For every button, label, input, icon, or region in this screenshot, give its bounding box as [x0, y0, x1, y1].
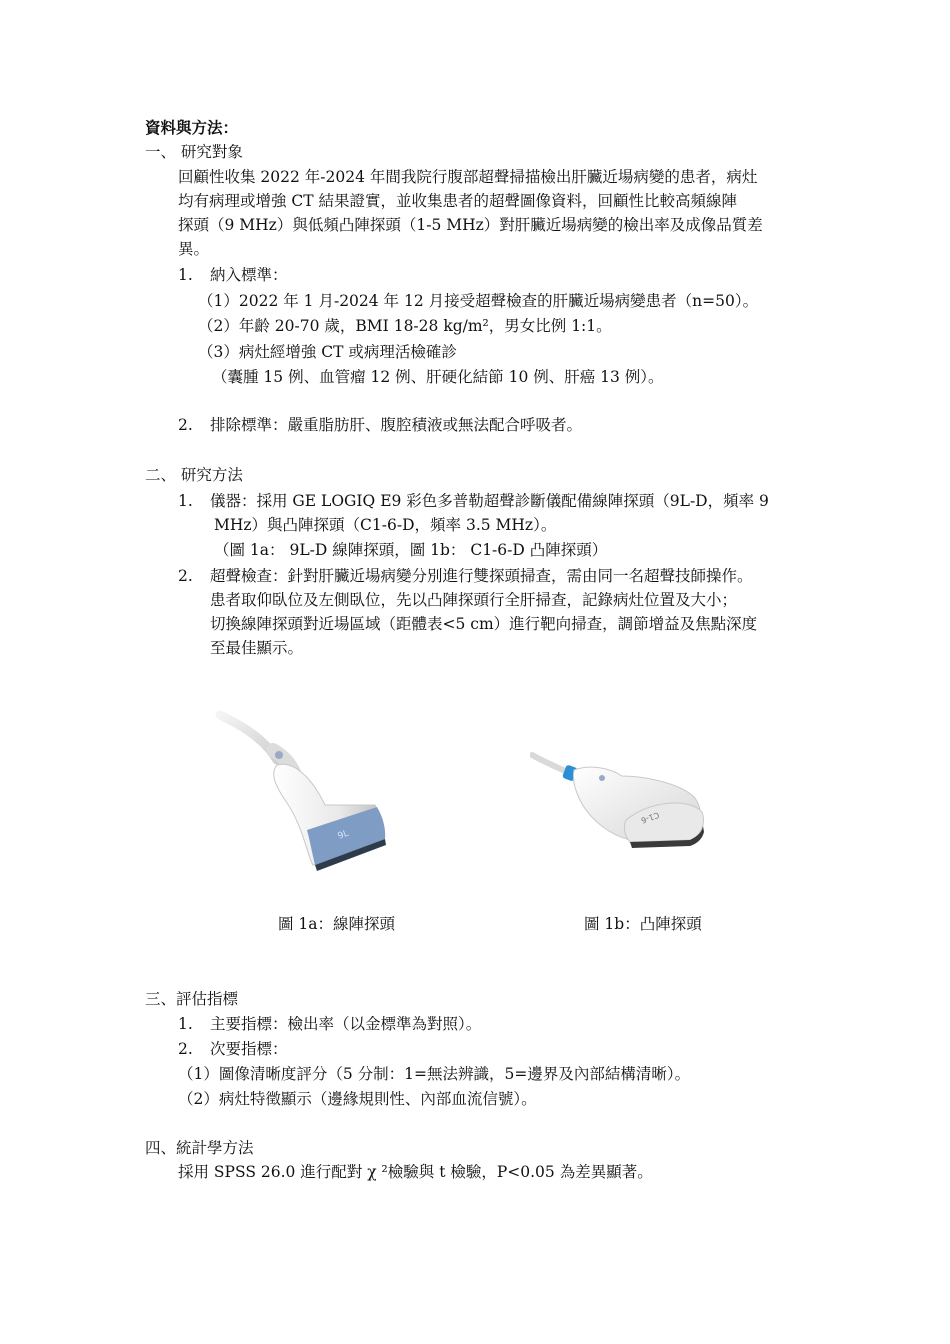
instrument-item: [178, 490, 769, 512]
probe-label: C1-6: [639, 810, 661, 825]
secondary-indicator-item: [178, 1038, 288, 1060]
list-text: 次要指標：: [210, 1040, 288, 1058]
linear-probe-image: [215, 705, 395, 880]
list-number: 2.: [178, 416, 193, 434]
list-number: 2.: [178, 1040, 193, 1058]
section3-title: 三、評估指標: [145, 990, 239, 1008]
list-text: 儀器：採用 GE LOGIQ E9 彩色多普勒超聲診斷儀配備線陣探頭（9L-D，頻率 9: [210, 492, 769, 510]
criteria-line: （1）2022 年 1 月-2024 年 12 月接受超聲檢查的肝臟近場病變患者（n=50）。: [198, 292, 759, 310]
instrument-line: （圖 1a： 9L-D 線陣探頭，圖 1b： C1-6-D 凸陣探頭）: [214, 541, 608, 559]
convex-probe-image: [530, 740, 715, 905]
figure-1a-caption: 圖 1a：線陣探頭: [278, 915, 396, 933]
secondary-sub-line: （1）圖像清晰度評分（5 分制：1=無法辨識，5=邊界及內部結構清晰）。: [178, 1065, 691, 1083]
exam-line: 患者取仰臥位及左側臥位，先以凸陣探頭行全肝掃查，記錄病灶位置及大小；: [210, 591, 738, 609]
list-text: 超聲檢查：針對肝臟近場病變分別進行雙探頭掃查，需由同一名超聲技師操作。: [210, 567, 753, 585]
list-text: 主要指標：檢出率（以金標準為對照）。: [210, 1015, 482, 1033]
criteria-line: （2）年齡 20-70 歲，BMI 18-28 kg/m²，男女比例 1:1。: [198, 317, 612, 335]
list-number: 1.: [178, 492, 193, 510]
instrument-line: MHz）與凸陣探頭（C1-6-D，頻率 3.5 MHz）。: [214, 516, 557, 534]
section2-title: 二、 研究方法: [145, 466, 243, 484]
criteria-line: （囊腫 15 例、血管瘤 12 例、肝硬化結節 10 例、肝癌 13 例）。: [212, 368, 664, 386]
list-number: 1.: [178, 266, 193, 284]
list-number: 2.: [178, 567, 193, 585]
exam-line: 至最佳顯示。: [210, 639, 304, 657]
secondary-sub-line: （2）病灶特徵顯示（邊緣規則性、內部血流信號）。: [178, 1090, 537, 1108]
exam-item: [178, 565, 753, 587]
figure-1b-caption: 圖 1b：凸陣探頭: [584, 915, 702, 933]
list-text: 納入標準：: [210, 266, 288, 284]
list-text: 排除標準：嚴重脂肪肝、腹腔積液或無法配合呼吸者。: [210, 416, 583, 434]
section1-para-line: 回顧性收集 2022 年-2024 年間我院行腹部超聲掃描檢出肝臟近場病變的患者，病灶: [178, 168, 758, 186]
page-heading: 資料與方法：: [145, 118, 239, 137]
section1-para-line: 探頭（9 MHz）與低頻凸陣探頭（1-5 MHz）對肝臟近場病變的檢出率及成像品質差: [178, 216, 763, 234]
section1-para-line: 均有病理或增強 CT 結果證實，並收集患者的超聲圖像資料，回顧性比較高頻線陣: [178, 192, 738, 210]
exclusion-criteria-item: [178, 414, 582, 436]
probe-label: 9L: [336, 828, 351, 842]
section1-title: 一、 研究對象: [145, 143, 243, 161]
list-number: 1.: [178, 1015, 193, 1033]
statistics-text: 採用 SPSS 26.0 進行配對 χ ²檢驗與 t 檢驗，P<0.05 為差異顯著。: [178, 1163, 653, 1181]
primary-indicator-item: [178, 1013, 481, 1035]
criteria-line: （3）病灶經增強 CT 或病理活檢確診: [198, 343, 457, 361]
exam-line: 切換線陣探頭對近場區域（距體表<5 cm）進行靶向掃查，調節增益及焦點深度: [210, 615, 758, 633]
inclusion-criteria-item: [178, 264, 288, 286]
section1-para-line: 異。: [178, 240, 210, 258]
section4-title: 四、統計學方法: [145, 1139, 254, 1157]
